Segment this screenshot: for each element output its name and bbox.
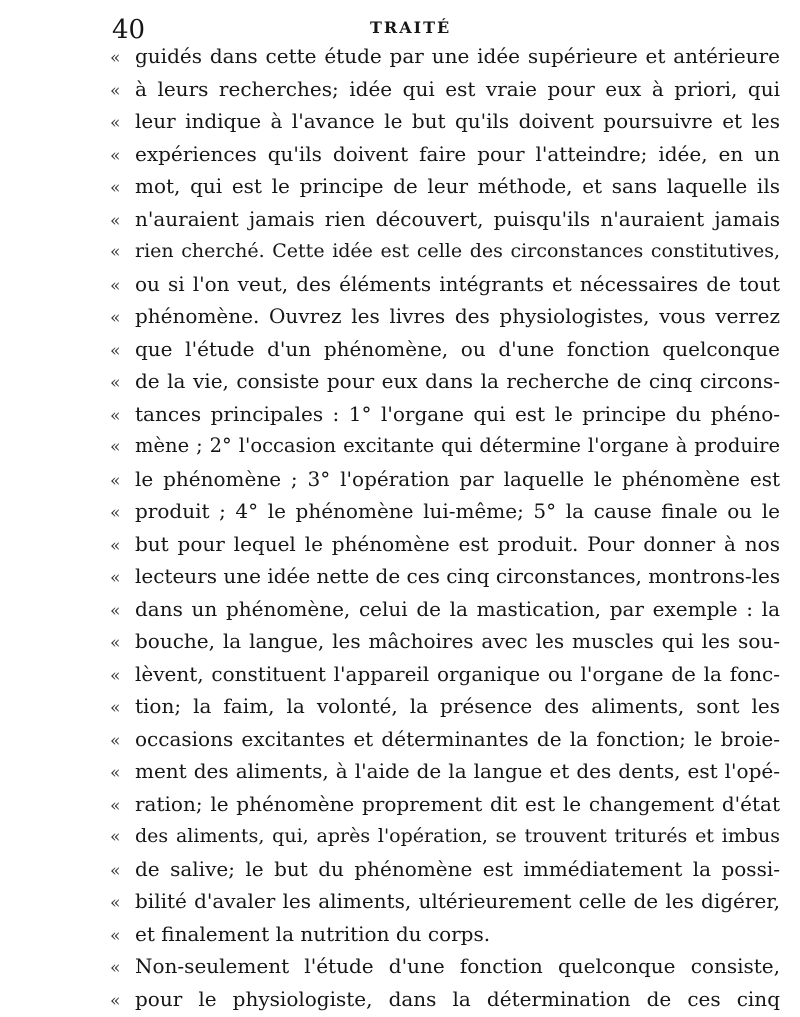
line-text: leur indique à l'avance le but qu'ils doivent poursuivre et les [135, 105, 780, 138]
text-line [110, 268, 780, 301]
quotation-mark: « [110, 595, 135, 628]
line-text: Non-seulement l'étude d'une fonction quelconque consiste, [135, 950, 780, 983]
line-text: bouche, la langue, les mâchoires avec les muscles qui les sou- [135, 625, 780, 658]
text-line [110, 365, 780, 398]
text-line [110, 723, 780, 756]
page-number: 40 [112, 14, 145, 46]
text-line [110, 755, 780, 788]
text-line [110, 593, 780, 626]
text-line [110, 495, 780, 528]
text-line [110, 333, 780, 366]
line-text: mène ; 2° l'occasion excitante qui détermine l'organe à produire [135, 430, 780, 463]
line-text: tances principales : 1° l'organe qui est le principe du phéno- [135, 398, 780, 431]
quotation-mark: « [110, 302, 135, 335]
line-text: lecteurs une idée nette de ces cinq circonstances, montrons-les [135, 560, 780, 593]
text-line [110, 528, 780, 561]
line-text: de la vie, consiste pour eux dans la recherche de cinq circons- [135, 365, 780, 398]
line-text: et finalement la nutrition du corps. [135, 918, 780, 951]
quotation-mark: « [110, 236, 135, 269]
line-text: rien cherché. Cette idée est celle des circonstances constitutives, [135, 235, 780, 268]
quotation-mark: « [110, 790, 135, 823]
line-text: expériences qu'ils doivent faire pour l'atteindre; idée, en un [135, 138, 780, 171]
line-text: produit ; 4° le phénomène lui-même; 5° la cause finale ou le [135, 495, 780, 528]
quotation-mark: « [110, 985, 135, 1017]
quotation-mark: « [110, 42, 135, 75]
text-line [110, 203, 780, 236]
line-text: tion; la faim, la volonté, la présence des aliments, sont les [135, 690, 780, 723]
text-line [110, 788, 780, 821]
quotation-mark: « [110, 692, 135, 725]
text-line [110, 560, 780, 593]
text-line [110, 983, 780, 1016]
text-line [110, 105, 780, 138]
text-line [110, 235, 780, 268]
quotation-mark: « [110, 140, 135, 173]
text-line [110, 463, 780, 496]
quotation-mark: « [110, 530, 135, 563]
quotation-mark: « [110, 270, 135, 303]
quotation-mark: « [110, 920, 135, 953]
text-line [110, 885, 780, 918]
running-title: TRAITÉ [370, 18, 451, 38]
text-line [110, 40, 780, 73]
line-text: lèvent, constituent l'appareil organique ou l'organe de la fonc- [135, 658, 780, 691]
text-line [110, 170, 780, 203]
line-text: pour le physiologiste, dans la détermination de ces cinq [135, 983, 780, 1016]
text-line [110, 853, 780, 886]
quotation-mark: « [110, 952, 135, 985]
text-line [110, 690, 780, 723]
quotation-mark: « [110, 887, 135, 920]
quotation-mark: « [110, 627, 135, 660]
text-line [110, 73, 780, 106]
line-text: ou si l'on veut, des éléments intégrants et nécessaires de tout [135, 268, 780, 301]
line-text: bilité d'avaler les aliments, ultérieurement celle de les digérer, [135, 885, 780, 918]
quotation-mark: « [110, 757, 135, 790]
text-line [110, 625, 780, 658]
text-line [110, 430, 780, 463]
quotation-mark: « [110, 660, 135, 693]
text-line [110, 820, 780, 853]
text-line [110, 658, 780, 691]
line-text: de salive; le but du phénomène est immédiatement la possi- [135, 853, 780, 886]
quotation-mark: « [110, 400, 135, 433]
line-text: des aliments, qui, après l'opération, se trouvent triturés et imbus [135, 820, 780, 853]
line-text: mot, qui est le principe de leur méthode, et sans laquelle ils [135, 170, 780, 203]
line-text: ment des aliments, à l'aide de la langue et des dents, est l'opé- [135, 755, 780, 788]
line-text: que l'étude d'un phénomène, ou d'une fonction quelconque [135, 333, 780, 366]
body-text [110, 40, 780, 1015]
text-line [110, 300, 780, 333]
line-text: occasions excitantes et déterminantes de la fonction; le broie- [135, 723, 780, 756]
text-line [110, 398, 780, 431]
quotation-mark: « [110, 855, 135, 888]
quotation-mark: « [110, 725, 135, 758]
line-text: n'auraient jamais rien découvert, puisqu'ils n'auraient jamais [135, 203, 780, 236]
text-line [110, 950, 780, 983]
line-text: ration; le phénomène proprement dit est le changement d'état [135, 788, 780, 821]
line-text: le phénomène ; 3° l'opération par laquelle le phénomène est [135, 463, 780, 496]
line-text: à leurs recherches; idée qui est vraie pour eux à priori, qui [135, 73, 780, 106]
line-text: phénomène. Ouvrez les livres des physiologistes, vous verrez [135, 300, 780, 333]
quotation-mark: « [110, 821, 135, 854]
quotation-mark: « [110, 172, 135, 205]
line-text: but pour lequel le phénomène est produit. Pour donner à nos [135, 528, 780, 561]
line-text: guidés dans cette étude par une idée supérieure et antérieure [135, 40, 780, 73]
quotation-mark: « [110, 335, 135, 368]
quotation-mark: « [110, 465, 135, 498]
text-line [110, 138, 780, 171]
quotation-mark: « [110, 497, 135, 530]
quotation-mark: « [110, 367, 135, 400]
text-line [110, 918, 780, 951]
quotation-mark: « [110, 205, 135, 238]
quotation-mark: « [110, 431, 135, 464]
quotation-mark: « [110, 75, 135, 108]
quotation-mark: « [110, 107, 135, 140]
quotation-mark: « [110, 562, 135, 595]
line-text: dans un phénomène, celui de la mastication, par exemple : la [135, 593, 780, 626]
